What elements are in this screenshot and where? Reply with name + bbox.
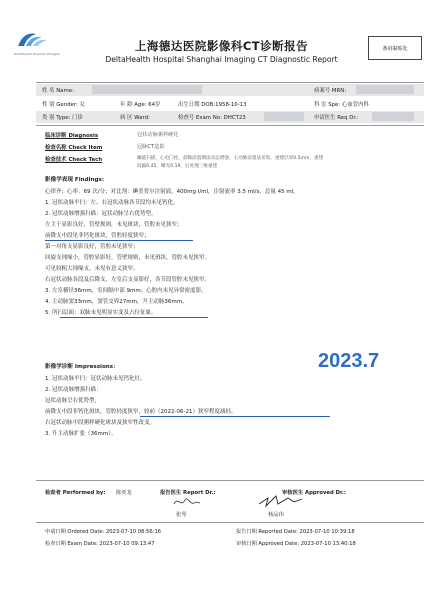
divider	[36, 480, 424, 481]
logo-caption: DeltaHealth Hospital Shanghai	[14, 52, 61, 56]
redacted-mrn	[356, 85, 414, 94]
check-tech-label: 检查技术 Check Tech	[45, 157, 103, 163]
findings-line: 可见较粗大钝缘支，未见有意义狭窄。	[45, 266, 139, 272]
report-dr-name: 张琴	[176, 512, 187, 518]
report-title-en: DeltaHealth Hospital Shanghai Imaging CT Diagnostic Report	[105, 55, 338, 64]
findings-line: 4. 主动脉窦33mm，窦管交界27mm，升主动脉36mm。	[45, 299, 188, 305]
check-item-value: 冠脉CT造影	[137, 144, 165, 150]
info-row-2	[36, 98, 424, 110]
approved-signature-icon	[256, 492, 306, 510]
findings-line: 回旋支钝缘小，管腔显影好，管壁规则，未见斑块，管腔未见狭窄。	[45, 255, 211, 261]
report-title-cn: 上海德达医院影像科CT诊断报告	[134, 39, 309, 53]
impressions-line: 3. 升主动脉扩张（36mm）。	[45, 431, 117, 437]
mrn-label: 病案号 MRN:	[314, 88, 347, 94]
approved-dr-name: 杨品伟	[268, 512, 284, 518]
findings-line: 3. 左室横径36mm，室间隔中部 9mm；心腔内未见异常密度影。	[45, 288, 207, 294]
name-label: 姓 名 Name:	[42, 88, 74, 94]
report-dr-label: 报告医生 Report Dr.:	[160, 490, 216, 496]
dept: 科 室 Spe: 心血管内科	[314, 102, 369, 108]
impressions-line: 1. 冠状动脉平扫：冠状动脉未见钙化灶。	[45, 376, 146, 382]
info-row-1	[36, 84, 424, 96]
redacted-name	[92, 85, 202, 94]
req-dr-label: 申请医生 Req Dr.:	[314, 115, 359, 121]
findings-line: 心律齐；心率：69 次/分；对比剂：碘美普尔注射液，400mg I/ml，注射流率 3.5 ml/s，总量 45 ml。	[45, 189, 299, 195]
highlight-underline	[140, 416, 330, 417]
findings-line: 左主干显影良好，管壁规则，未见斑块，管腔未见狭窄；	[45, 222, 183, 228]
divider	[36, 82, 424, 83]
findings-line: 5. 所扫层面：双肺未见明显实变及占位征象。	[45, 310, 157, 316]
performed-by-name: 陈奕龙	[116, 490, 132, 496]
impressions-line: 冠状动脉呈右优势型，	[45, 398, 101, 404]
reported-date: 报告日期 Reported Date: 2023-07-10 10:39:18	[236, 529, 355, 535]
performed-by-label: 检查者 Performed by:	[45, 490, 106, 496]
highlight-underline	[45, 240, 193, 241]
impressions-title: 影像学诊断 Impressions：	[45, 364, 119, 370]
approved-dr-label: 审核医生 Approved Dr.:	[282, 490, 347, 496]
divider	[36, 522, 424, 523]
dob: 出生日期 DOB:1958-10-13	[178, 102, 247, 108]
age: 年 龄 Age: 64岁	[120, 102, 161, 108]
check-tech-value-2: 间隔0.45，曝光0.19，后处理三维重建	[137, 164, 218, 169]
impressions-line: 2. 冠状动脉增强扫描：	[45, 387, 102, 393]
gender: 性 别 Gender: 女	[42, 102, 85, 108]
info-row-3	[36, 111, 424, 123]
exam-no: 检查号 Exam No: DHCT23	[178, 115, 246, 121]
ordered-date: 申请日期 Ordered Date: 2023-07-10 08:56:16	[45, 529, 162, 535]
impressions-line: 右冠状动脉中段粥样硬化斑块及狭窄性改变。	[45, 420, 156, 426]
findings-line: 1. 冠状动脉平扫：左、右冠状动脉各节段均未见钙化。	[45, 200, 179, 206]
redacted-exam-no	[264, 112, 304, 121]
exam-date: 检查日期 Exam Date: 2023-07-10 09:13:47	[45, 541, 155, 547]
patient-type: 类 别 Type: 门诊	[42, 115, 83, 121]
diagnosis-label: 临床诊断 Diagnosis	[45, 133, 99, 139]
findings-line: 前降支中段见非钙化斑块，管腔轻度狭窄；	[45, 233, 150, 239]
handwritten-year-note: 2023.7	[318, 350, 380, 372]
divider	[36, 125, 424, 126]
check-tech-value-1: 螺旋扫描，心电门控，前瞻前置期法动态增强，主动脉前置法采集，重建层厚0.5mm，重建	[137, 156, 324, 161]
report-signature-icon	[172, 494, 202, 510]
check-item-label: 检查名称 Check Item	[45, 145, 103, 151]
findings-line: 右冠状动脉各段及后降支、左室后支显影好，各节段管腔未见狭窄。	[45, 277, 211, 283]
diagnosis-value: 冠状动脉粥样硬化	[137, 132, 179, 138]
redacted-req-dr	[372, 112, 414, 121]
impressions-line: 前降支中段非钙化斑块，管腔轻度狭窄，较前（2022-06-21）狭窄程度减轻。	[45, 409, 237, 415]
approved-date: 审核日期 Approved Date: 2023-07-10 13:40:18	[236, 541, 356, 547]
findings-line: 第一对角支显影良好，管腔未见狭窄；	[45, 244, 139, 250]
highlight-underline	[60, 317, 208, 318]
findings-line: 2. 冠状动脉增强扫描：冠状动脉呈右优势型。	[45, 211, 157, 217]
ward-label: 病 区 Ward:	[120, 115, 150, 121]
barcode-stamp-box: 条码黏贴处	[368, 36, 422, 60]
findings-title: 影像学表现 Findings:	[45, 177, 105, 183]
